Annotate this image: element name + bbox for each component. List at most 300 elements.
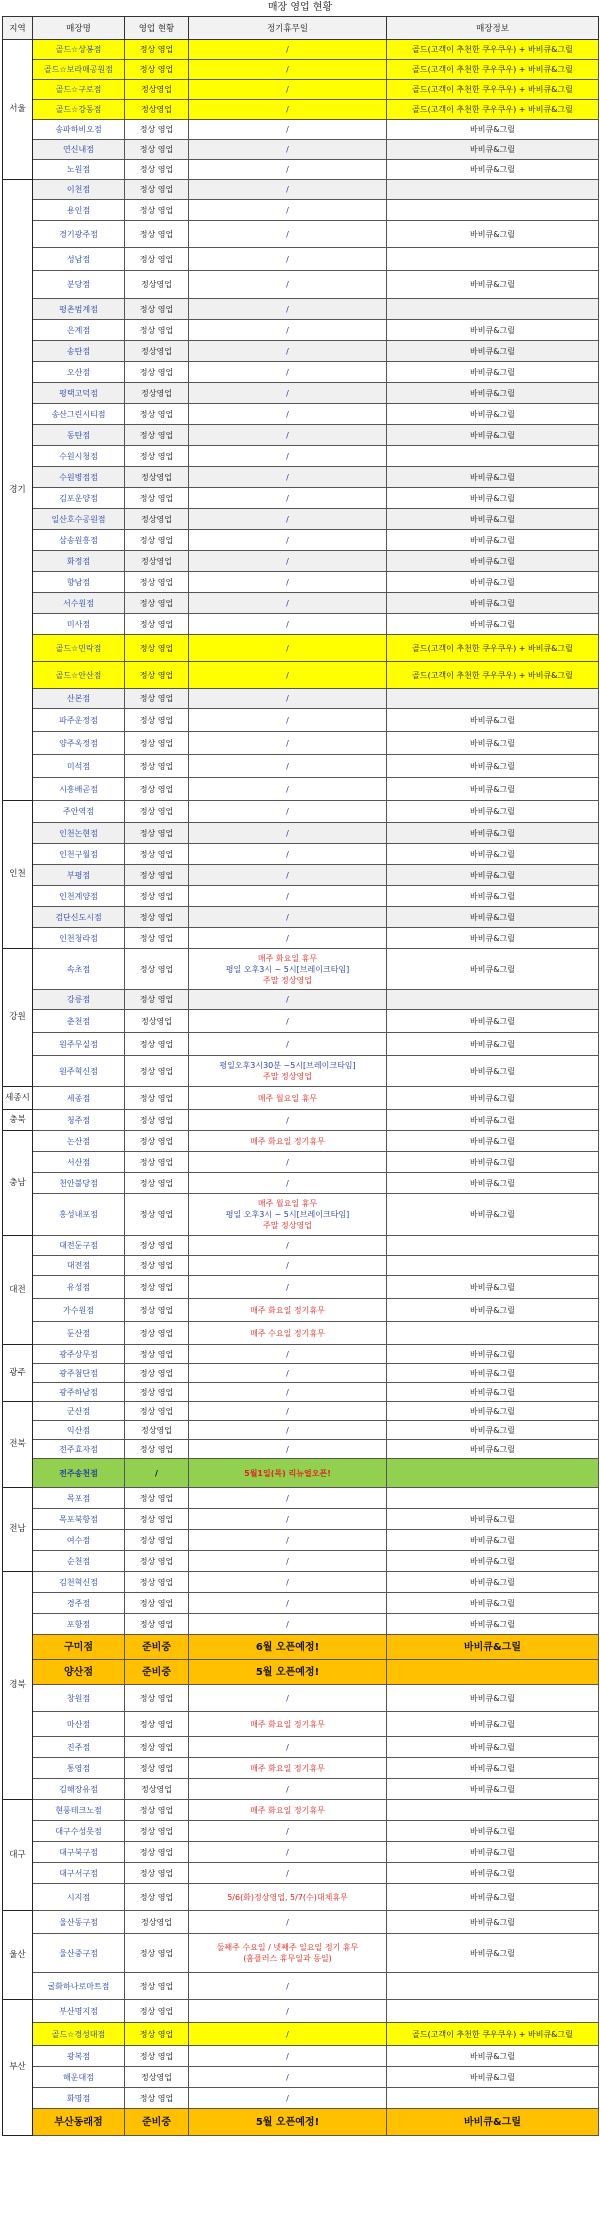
table-row bbox=[3, 1779, 599, 1800]
regular-holiday: / bbox=[189, 823, 387, 844]
holiday-line: 주말 정상영업 bbox=[263, 1072, 312, 1081]
table-row bbox=[3, 1821, 599, 1842]
store-name: 군산점 bbox=[33, 1402, 125, 1421]
regular-holiday: / bbox=[189, 1276, 387, 1299]
table-row bbox=[3, 755, 599, 778]
store-info: 바비큐&그릴 bbox=[387, 1509, 599, 1530]
store-name: 대구북구점 bbox=[33, 1842, 125, 1863]
store-name: 홍성내포점 bbox=[33, 1194, 125, 1236]
store-info: 바비큐&그릴 bbox=[387, 949, 599, 990]
table-row bbox=[3, 865, 599, 886]
business-status: 정상 영업 bbox=[125, 1509, 189, 1530]
store-info: 바비큐&그릴 bbox=[387, 404, 599, 425]
header-regular-holiday: 정기휴무일 bbox=[189, 17, 387, 40]
business-status: 정상 영업 bbox=[125, 1614, 189, 1635]
business-status: 정상영업 bbox=[125, 271, 189, 299]
table-row bbox=[3, 1488, 599, 1509]
store-name: 논산점 bbox=[33, 1131, 125, 1152]
regular-holiday: / bbox=[189, 1345, 387, 1364]
store-name: 화명점 bbox=[33, 2088, 125, 2109]
regular-holiday: / bbox=[189, 1530, 387, 1551]
business-status: 정상 영업 bbox=[125, 1236, 189, 1256]
business-status: 정상 영업 bbox=[125, 823, 189, 844]
table-row bbox=[3, 2046, 599, 2067]
header-region: 지역 bbox=[3, 17, 33, 40]
store-name: 연신내점 bbox=[33, 140, 125, 160]
regular-holiday: 매주 화요일 정기휴무 bbox=[189, 1299, 387, 1322]
store-info: 바비큐&그릴 bbox=[387, 1110, 599, 1131]
table-row bbox=[3, 80, 599, 100]
store-info: 바비큐&그릴 bbox=[387, 1421, 599, 1440]
business-status: 정상 영업 bbox=[125, 1842, 189, 1863]
table-row bbox=[3, 635, 599, 662]
regular-holiday: / bbox=[189, 709, 387, 732]
store-name: 수원병점점 bbox=[33, 467, 125, 488]
table-row bbox=[3, 928, 599, 949]
table-row bbox=[3, 886, 599, 907]
store-name: 골드☆상봉점 bbox=[33, 40, 125, 60]
store-info bbox=[387, 1459, 599, 1488]
store-info: 바비큐&그릴 bbox=[387, 160, 599, 180]
table-row bbox=[3, 2088, 599, 2109]
business-status: 정상 영업 bbox=[125, 1821, 189, 1842]
table-row bbox=[3, 1593, 599, 1614]
store-name: 마산점 bbox=[33, 1712, 125, 1737]
store-info: 바비큐&그릴 bbox=[387, 1884, 599, 1911]
regular-holiday: / bbox=[189, 732, 387, 755]
regular-holiday bbox=[189, 1934, 387, 1973]
table-row bbox=[3, 2109, 599, 2136]
regular-holiday: / bbox=[189, 2046, 387, 2067]
store-info: 바비큐&그릴 bbox=[387, 1402, 599, 1421]
business-status: 정상 영업 bbox=[125, 1712, 189, 1737]
store-info: 바비큐&그릴 bbox=[387, 1551, 599, 1572]
regular-holiday: / bbox=[189, 120, 387, 140]
regular-holiday: / bbox=[189, 2067, 387, 2088]
business-status: 정상 영업 bbox=[125, 1345, 189, 1364]
table-header-row bbox=[3, 17, 599, 40]
store-name: 골드☆강동점 bbox=[33, 100, 125, 120]
regular-holiday: / bbox=[189, 572, 387, 593]
store-info: 바비큐&그릴 bbox=[387, 320, 599, 341]
table-row bbox=[3, 1402, 599, 1421]
business-status: 정상 영업 bbox=[125, 1110, 189, 1131]
business-status: 정상 영업 bbox=[125, 635, 189, 662]
regular-holiday: / bbox=[189, 990, 387, 1010]
regular-holiday: / bbox=[189, 614, 387, 635]
store-name: 수원시청점 bbox=[33, 446, 125, 467]
store-name: 부평점 bbox=[33, 865, 125, 886]
store-info bbox=[387, 200, 599, 221]
store-info bbox=[387, 2088, 599, 2109]
store-name: 골드☆안산점 bbox=[33, 662, 125, 689]
table-row bbox=[3, 1800, 599, 1821]
regular-holiday: / bbox=[189, 1911, 387, 1934]
table-row bbox=[3, 160, 599, 180]
regular-holiday: / bbox=[189, 271, 387, 299]
store-name: 파주운정점 bbox=[33, 709, 125, 732]
business-status: 정상 영업 bbox=[125, 1685, 189, 1712]
regular-holiday: / bbox=[189, 1421, 387, 1440]
holiday-line: 평일 오후3시 ~ 5시[브레이크타임] bbox=[225, 1210, 350, 1219]
store-info: 바비큐&그릴 bbox=[387, 1383, 599, 1402]
store-info: 바비큐&그릴 bbox=[387, 1911, 599, 1934]
store-name: 춘천점 bbox=[33, 1010, 125, 1033]
business-status: 정상 영업 bbox=[125, 1056, 189, 1087]
store-info: 바비큐&그릴 bbox=[387, 551, 599, 572]
store-name: 은계점 bbox=[33, 320, 125, 341]
business-status: 정상 영업 bbox=[125, 1737, 189, 1758]
regular-holiday: 매주 화요일 정기휴무 bbox=[189, 1131, 387, 1152]
store-info: 바비큐&그릴 bbox=[387, 709, 599, 732]
store-name: 용인점 bbox=[33, 200, 125, 221]
regular-holiday: 5월 오픈예정! bbox=[189, 2109, 387, 2136]
business-status: 정상 영업 bbox=[125, 865, 189, 886]
table-row bbox=[3, 404, 599, 425]
store-info: 바비큐&그릴 bbox=[387, 467, 599, 488]
business-status: 정상 영업 bbox=[125, 886, 189, 907]
table-row bbox=[3, 732, 599, 755]
store-info: 골드(고객이 추천한 쿠우쿠우) + 바비큐&그릴 bbox=[387, 40, 599, 60]
business-status: 정상 영업 bbox=[125, 1173, 189, 1194]
table-row bbox=[3, 1685, 599, 1712]
table-row bbox=[3, 120, 599, 140]
regular-holiday: / bbox=[189, 1572, 387, 1593]
store-status-table bbox=[2, 16, 599, 2136]
regular-holiday: / bbox=[189, 755, 387, 778]
store-name: 삼송원흥점 bbox=[33, 530, 125, 551]
business-status: 정상영업 bbox=[125, 1421, 189, 1440]
store-name: 평촌범계점 bbox=[33, 299, 125, 320]
store-info: 바비큐&그릴 bbox=[387, 593, 599, 614]
business-status: 정상 영업 bbox=[125, 844, 189, 865]
region-cell: 부산 bbox=[3, 2000, 33, 2136]
business-status: 정상영업 bbox=[125, 1911, 189, 1934]
store-name: 강릉점 bbox=[33, 990, 125, 1010]
store-name: 오산점 bbox=[33, 362, 125, 383]
regular-holiday: / bbox=[189, 1402, 387, 1421]
store-info: 바비큐&그릴 bbox=[387, 509, 599, 530]
table-row bbox=[3, 1087, 599, 1110]
table-row bbox=[3, 2000, 599, 2023]
business-status: 정상 영업 bbox=[125, 572, 189, 593]
store-name: 인천청라점 bbox=[33, 928, 125, 949]
store-info bbox=[387, 1973, 599, 2000]
business-status: 정상 영업 bbox=[125, 60, 189, 80]
store-name: 시흥배곧점 bbox=[33, 778, 125, 801]
business-status: 정상 영업 bbox=[125, 1758, 189, 1779]
store-info: 바비큐&그릴 bbox=[387, 1440, 599, 1459]
store-name: 원주무실점 bbox=[33, 1033, 125, 1056]
store-name: 시지점 bbox=[33, 1884, 125, 1911]
store-name: 인천계양점 bbox=[33, 886, 125, 907]
regular-holiday: / bbox=[189, 299, 387, 320]
regular-holiday: 매주 화요일 정기휴무 bbox=[189, 1758, 387, 1779]
store-info: 바비큐&그릴 bbox=[387, 572, 599, 593]
regular-holiday: / bbox=[189, 1593, 387, 1614]
table-row bbox=[3, 221, 599, 248]
store-name: 굴화하나로마트점 bbox=[33, 1973, 125, 2000]
regular-holiday: / bbox=[189, 1863, 387, 1884]
business-status: 정상 영업 bbox=[125, 1087, 189, 1110]
table-row bbox=[3, 1884, 599, 1911]
business-status: 정상 영업 bbox=[125, 755, 189, 778]
store-info bbox=[387, 299, 599, 320]
store-info: 바비큐&그릴 bbox=[387, 488, 599, 509]
store-name: 노원점 bbox=[33, 160, 125, 180]
store-info: 바비큐&그릴 bbox=[387, 1530, 599, 1551]
table-row bbox=[3, 1934, 599, 1973]
table-row bbox=[3, 1276, 599, 1299]
table-row bbox=[3, 801, 599, 823]
holiday-line: 평일오후3시30분 ~5시[브레이크타임] bbox=[219, 1061, 356, 1070]
business-status: 정상 영업 bbox=[125, 778, 189, 801]
table-row bbox=[3, 1440, 599, 1459]
store-name: 경기광주점 bbox=[33, 221, 125, 248]
regular-holiday: / bbox=[189, 140, 387, 160]
region-cell: 전남 bbox=[3, 1488, 33, 1572]
regular-holiday: / bbox=[189, 1383, 387, 1402]
business-status: 정상 영업 bbox=[125, 530, 189, 551]
table-row bbox=[3, 551, 599, 572]
regular-holiday: / bbox=[189, 1488, 387, 1509]
regular-holiday: / bbox=[189, 1110, 387, 1131]
store-name: 광주상무점 bbox=[33, 1345, 125, 1364]
region-cell: 세종시 bbox=[3, 1087, 33, 1110]
table-row bbox=[3, 180, 599, 200]
store-name: 부산명지점 bbox=[33, 2000, 125, 2023]
business-status: 정상 영업 bbox=[125, 689, 189, 709]
store-name: 대전점 bbox=[33, 1256, 125, 1276]
business-status: 정상영업 bbox=[125, 551, 189, 572]
store-info: 바비큐&그릴 bbox=[387, 530, 599, 551]
table-row bbox=[3, 778, 599, 801]
store-info: 바비큐&그릴 bbox=[387, 1842, 599, 1863]
store-info bbox=[387, 180, 599, 200]
business-status: 정상 영업 bbox=[125, 732, 189, 755]
region-cell: 경북 bbox=[3, 1572, 33, 1800]
regular-holiday: / bbox=[189, 801, 387, 823]
store-info: 바비큐&그릴 bbox=[387, 425, 599, 446]
table-row bbox=[3, 1530, 599, 1551]
store-name: 속초점 bbox=[33, 949, 125, 990]
store-name: 일산호수공원점 bbox=[33, 509, 125, 530]
regular-holiday: / bbox=[189, 2023, 387, 2046]
store-name: 여수점 bbox=[33, 1530, 125, 1551]
regular-holiday: / bbox=[189, 530, 387, 551]
store-info: 바비큐&그릴 bbox=[387, 907, 599, 928]
table-row bbox=[3, 341, 599, 362]
store-info: 골드(고객이 추천한 쿠우쿠우) + 바비큐&그릴 bbox=[387, 2023, 599, 2046]
store-name: 인천구월점 bbox=[33, 844, 125, 865]
regular-holiday: 5/6(화)정상영업, 5/7(수)대체휴무 bbox=[189, 1884, 387, 1911]
business-status: 정상 영업 bbox=[125, 1934, 189, 1973]
store-info: 바비큐&그릴 bbox=[387, 1593, 599, 1614]
region-cell: 서울 bbox=[3, 40, 33, 180]
regular-holiday: / bbox=[189, 80, 387, 100]
regular-holiday: / bbox=[189, 221, 387, 248]
store-info bbox=[387, 1800, 599, 1821]
table-row bbox=[3, 1509, 599, 1530]
store-info: 바비큐&그릴 bbox=[387, 1737, 599, 1758]
table-row bbox=[3, 1194, 599, 1236]
store-info: 바비큐&그릴 bbox=[387, 778, 599, 801]
business-status: 정상 영업 bbox=[125, 404, 189, 425]
business-status: 정상 영업 bbox=[125, 1402, 189, 1421]
store-info: 바비큐&그릴 bbox=[387, 1173, 599, 1194]
store-name: 분당점 bbox=[33, 271, 125, 299]
table-row bbox=[3, 1152, 599, 1173]
regular-holiday: / bbox=[189, 662, 387, 689]
store-name: 전주효자점 bbox=[33, 1440, 125, 1459]
regular-holiday: / bbox=[189, 1737, 387, 1758]
store-info: 골드(고객이 추천한 쿠우쿠우) + 바비큐&그릴 bbox=[387, 60, 599, 80]
store-name: 유성점 bbox=[33, 1276, 125, 1299]
store-info: 바비큐&그릴 bbox=[387, 1614, 599, 1635]
store-name: 양주옥정점 bbox=[33, 732, 125, 755]
business-status: 정상영업 bbox=[125, 509, 189, 530]
regular-holiday: / bbox=[189, 383, 387, 404]
store-name: 청주점 bbox=[33, 1110, 125, 1131]
business-status: 정상 영업 bbox=[125, 120, 189, 140]
store-name: 세종점 bbox=[33, 1087, 125, 1110]
table-row bbox=[3, 1911, 599, 1934]
business-status: 정상 영업 bbox=[125, 990, 189, 1010]
table-row bbox=[3, 949, 599, 990]
business-status: 정상영업 bbox=[125, 383, 189, 404]
store-info bbox=[387, 2000, 599, 2023]
business-status: 정상 영업 bbox=[125, 2088, 189, 2109]
table-row bbox=[3, 140, 599, 160]
store-info: 바비큐&그릴 bbox=[387, 383, 599, 404]
regular-holiday: / bbox=[189, 1551, 387, 1572]
table-row bbox=[3, 200, 599, 221]
store-name: 원주혁신점 bbox=[33, 1056, 125, 1087]
business-status: 정상 영업 bbox=[125, 1551, 189, 1572]
business-status: 정상영업 bbox=[125, 467, 189, 488]
region-cell: 충남 bbox=[3, 1131, 33, 1236]
store-info bbox=[387, 248, 599, 271]
region-cell: 울산 bbox=[3, 1911, 33, 2000]
business-status: 정상 영업 bbox=[125, 801, 189, 823]
store-name: 대구서구점 bbox=[33, 1863, 125, 1884]
store-name: 김천혁신점 bbox=[33, 1572, 125, 1593]
business-status: / bbox=[125, 1459, 189, 1488]
business-status: 정상영업 bbox=[125, 80, 189, 100]
regular-holiday: / bbox=[189, 509, 387, 530]
store-name: 향남점 bbox=[33, 572, 125, 593]
regular-holiday: / bbox=[189, 928, 387, 949]
store-name: 검단신도시점 bbox=[33, 907, 125, 928]
table-row bbox=[3, 1459, 599, 1488]
store-name: 대구수성못점 bbox=[33, 1821, 125, 1842]
store-info: 바비큐&그릴 bbox=[387, 1863, 599, 1884]
regular-holiday: / bbox=[189, 180, 387, 200]
region-cell: 경기 bbox=[3, 180, 33, 801]
regular-holiday: / bbox=[189, 2088, 387, 2109]
table-row bbox=[3, 425, 599, 446]
store-info: 바비큐&그릴 bbox=[387, 1685, 599, 1712]
store-info: 골드(고객이 추천한 쿠우쿠우) + 바비큐&그릴 bbox=[387, 662, 599, 689]
store-info: 바비큐&그릴 bbox=[387, 2109, 599, 2136]
store-info: 바비큐&그릴 bbox=[387, 221, 599, 248]
table-row bbox=[3, 1173, 599, 1194]
regular-holiday: / bbox=[189, 404, 387, 425]
business-status: 정상 영업 bbox=[125, 1593, 189, 1614]
store-name: 화정점 bbox=[33, 551, 125, 572]
store-info: 바비큐&그릴 bbox=[387, 1299, 599, 1322]
business-status: 정상 영업 bbox=[125, 1194, 189, 1236]
store-name: 목포점 bbox=[33, 1488, 125, 1509]
table-row bbox=[3, 509, 599, 530]
business-status: 정상 영업 bbox=[125, 614, 189, 635]
header-store-info: 매장정보 bbox=[387, 17, 599, 40]
store-info: 바비큐&그릴 bbox=[387, 2046, 599, 2067]
store-info: 바비큐&그릴 bbox=[387, 928, 599, 949]
table-row bbox=[3, 1551, 599, 1572]
table-row bbox=[3, 2067, 599, 2088]
store-info: 바비큐&그릴 bbox=[387, 140, 599, 160]
business-status: 정상 영업 bbox=[125, 949, 189, 990]
store-info: 바비큐&그릴 bbox=[387, 362, 599, 383]
store-info: 바비큐&그릴 bbox=[387, 271, 599, 299]
table-row bbox=[3, 823, 599, 844]
store-name: 성남점 bbox=[33, 248, 125, 271]
business-status: 정상 영업 bbox=[125, 248, 189, 271]
regular-holiday: / bbox=[189, 1440, 387, 1459]
business-status: 준비중 bbox=[125, 1635, 189, 1660]
store-info bbox=[387, 689, 599, 709]
regular-holiday: / bbox=[189, 1842, 387, 1863]
store-info: 골드(고객이 추천한 쿠우쿠우) + 바비큐&그릴 bbox=[387, 80, 599, 100]
store-name: 평택고덕점 bbox=[33, 383, 125, 404]
store-name: 경주점 bbox=[33, 1593, 125, 1614]
table-row bbox=[3, 1345, 599, 1364]
region-cell: 강원 bbox=[3, 949, 33, 1087]
regular-holiday: / bbox=[189, 1152, 387, 1173]
table-row bbox=[3, 1299, 599, 1322]
regular-holiday: / bbox=[189, 60, 387, 80]
store-name: 골드☆보라매공원점 bbox=[33, 60, 125, 80]
table-row bbox=[3, 689, 599, 709]
regular-holiday: / bbox=[189, 446, 387, 467]
regular-holiday: / bbox=[189, 1236, 387, 1256]
regular-holiday: 매주 수요일 정기휴무 bbox=[189, 1322, 387, 1345]
business-status: 정상 영업 bbox=[125, 1440, 189, 1459]
table-row bbox=[3, 1364, 599, 1383]
regular-holiday: / bbox=[189, 1973, 387, 2000]
regular-holiday: / bbox=[189, 1685, 387, 1712]
business-status: 정상 영업 bbox=[125, 299, 189, 320]
region-cell: 대전 bbox=[3, 1236, 33, 1345]
holiday-line: 평일 오후3시 ~ 5시[브레이크타임] bbox=[225, 964, 350, 974]
table-row bbox=[3, 1614, 599, 1635]
store-info: 바비큐&그릴 bbox=[387, 1194, 599, 1236]
region-cell: 광주 bbox=[3, 1345, 33, 1402]
table-row bbox=[3, 488, 599, 509]
store-info: 바비큐&그릴 bbox=[387, 1131, 599, 1152]
store-name: 골드☆민락점 bbox=[33, 635, 125, 662]
regular-holiday: / bbox=[189, 886, 387, 907]
table-row bbox=[3, 1236, 599, 1256]
business-status: 정상 영업 bbox=[125, 180, 189, 200]
store-info: 바비큐&그릴 bbox=[387, 2067, 599, 2088]
table-row bbox=[3, 1033, 599, 1056]
regular-holiday: / bbox=[189, 467, 387, 488]
store-info: 골드(고객이 추천한 쿠우쿠우) + 바비큐&그릴 bbox=[387, 100, 599, 120]
header-store-name: 매장명 bbox=[33, 17, 125, 40]
store-name: 미석점 bbox=[33, 755, 125, 778]
